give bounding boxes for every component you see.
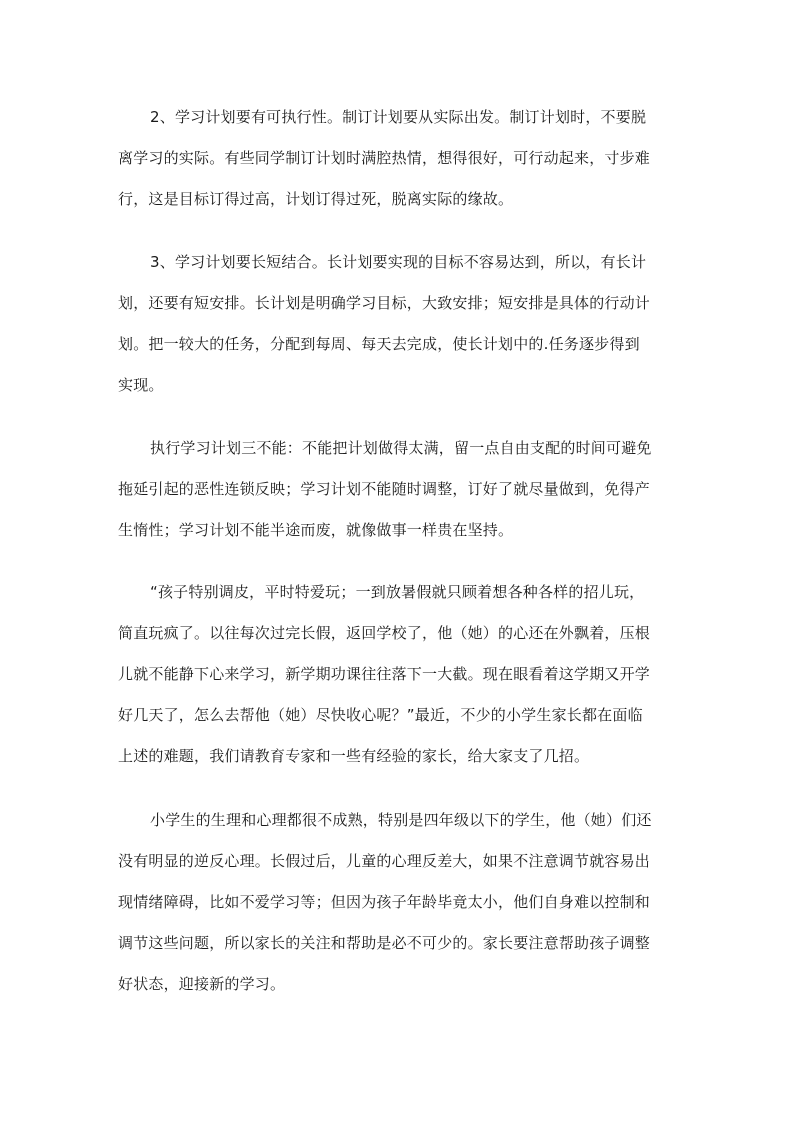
text-line: 离学习的实际。有些同学制订计划时满腔热情，想得很好，可行动起来，寸步难 xyxy=(118,149,651,167)
text-line: 好状态，迎接新的学习。 xyxy=(118,975,286,993)
text-line: 现情绪障碍，比如不爱学习等；但因为孩子年龄毕竟太小，他们自身难以控制和 xyxy=(118,893,651,911)
paragraph-long-short-combination xyxy=(118,242,688,406)
text-line: 好几天了，怎么去帮他（她）尽快收心呢？”最近，不少的小学生家长都在面临 xyxy=(118,706,643,724)
text-line: “孩子特别调皮，平时特爱玩；一到放暑假就只顾着想各种各样的招儿玩， xyxy=(150,583,645,601)
paragraph-parent-quote xyxy=(118,572,688,777)
text-line: 生惰性；学习计划不能半途而废，就像做事一样贵在坚持。 xyxy=(118,521,514,539)
text-line: 小学生的生理和心理都很不成熟，特别是四年级以下的学生，他（她）们还 xyxy=(150,811,652,829)
text-line: 拖延引起的恶性连锁反映；学习计划不能随时调整，订好了就尽量做到，免得产 xyxy=(118,480,651,498)
text-line: 没有明显的逆反心理。长假过后，儿童的心理反差大，如果不注意调节就容易出 xyxy=(118,852,651,870)
text-line: 简直玩疯了。以往每次过完长假，返回学校了，他（她）的心还在外飘着，压根 xyxy=(118,624,651,642)
text-line: 3、学习计划要长短结合。长计划要实现的目标不容易达到，所以，有长计 xyxy=(150,253,647,271)
text-line: 执行学习计划三不能：不能把计划做得太满，留一点自由支配的时间可避免 xyxy=(150,439,652,457)
paragraph-child-psychology xyxy=(118,800,688,1005)
text-line: 行，这是目标订得过高，计划订得过死，脱离实际的缘故。 xyxy=(118,190,514,208)
paragraph-three-cannots xyxy=(118,428,688,551)
paragraph-executability xyxy=(118,97,688,220)
text-line: 划，还要有短安排。长计划是明确学习目标，大致安排；短安排是具体的行动计 xyxy=(118,294,651,312)
text-line: 2、学习计划要有可执行性。制订计划要从实际出发。制订计划时，不要脱 xyxy=(150,108,647,126)
text-line: 划。把一较大的任务，分配到每周、每天去完成，使长计划中的.任务逐步得到 xyxy=(118,335,640,353)
text-line: 上述的难题，我们请教育专家和一些有经验的家长，给大家支了几招。 xyxy=(118,747,590,765)
text-line: 调节这些问题，所以家长的关注和帮助是必不可少的。家长要注意帮助孩子调整 xyxy=(118,934,651,952)
text-line: 实现。 xyxy=(118,376,164,394)
text-line: 儿就不能静下心来学习，新学期功课往往落下一大截。现在眼看着这学期又开学 xyxy=(118,665,651,683)
